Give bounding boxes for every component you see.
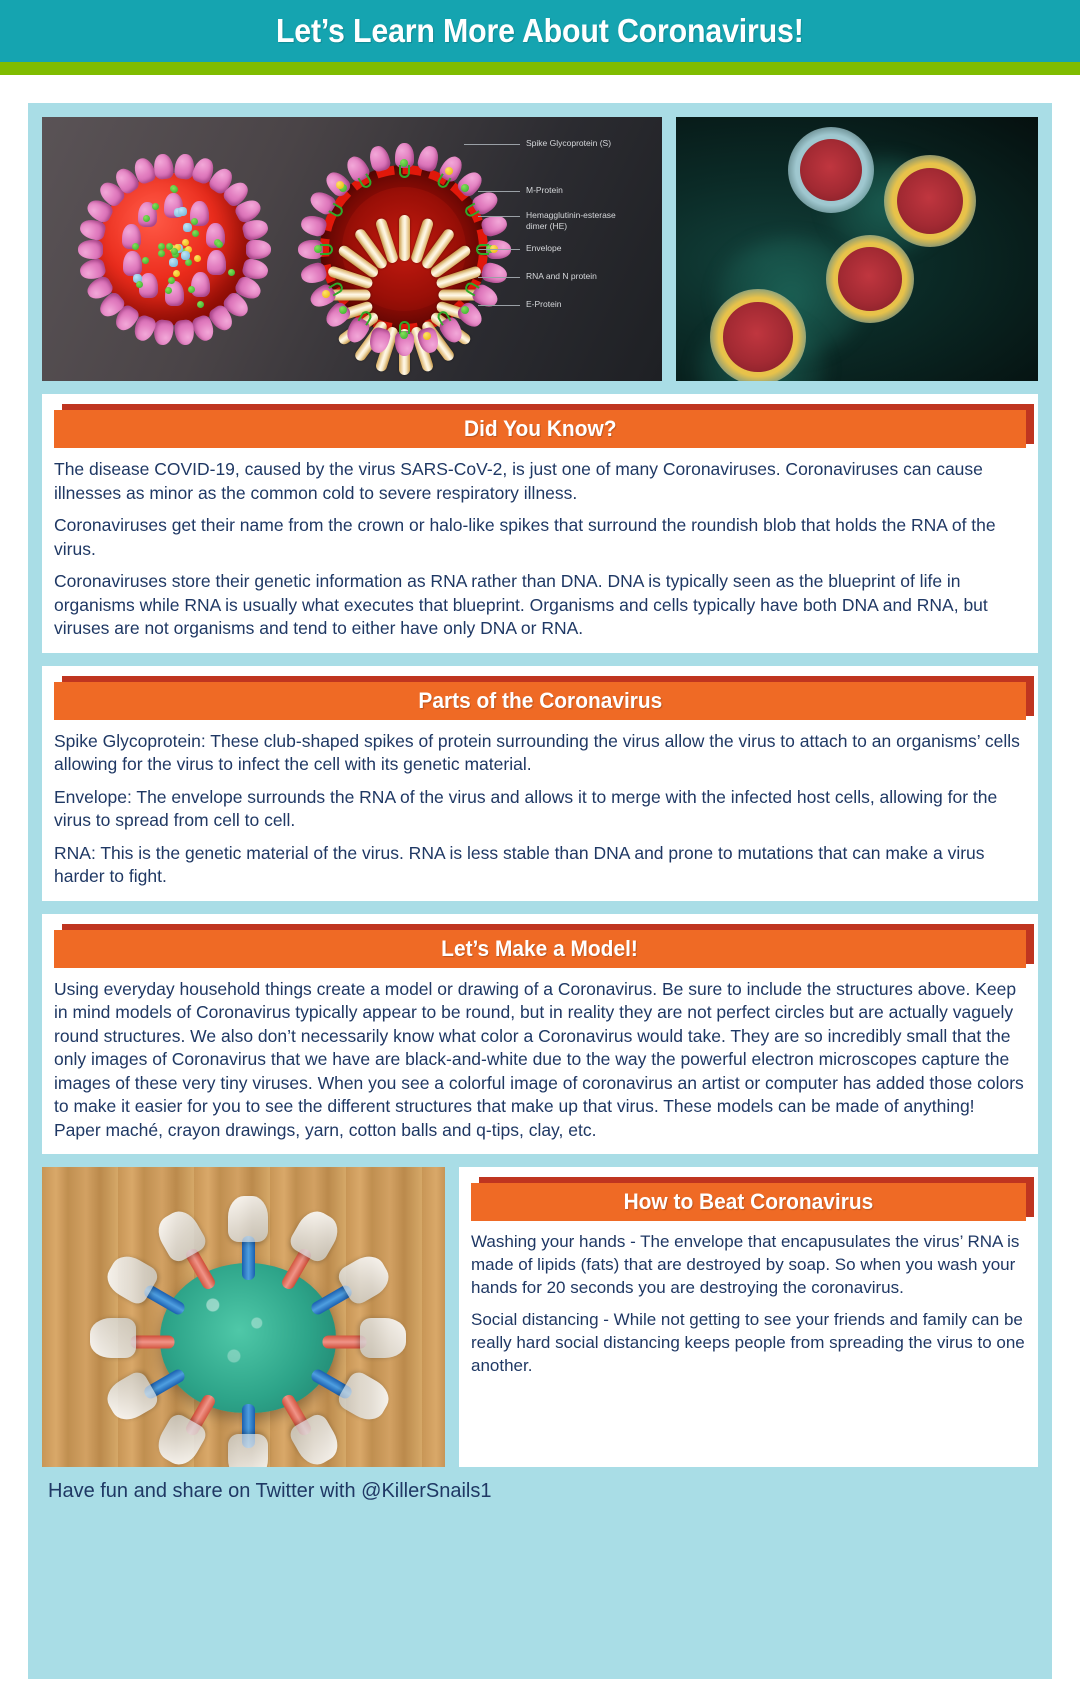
he-dimer-protein — [181, 251, 190, 260]
m-protein — [400, 159, 408, 167]
virus-particle — [826, 235, 914, 323]
label-e-protein: E-Protein — [526, 299, 562, 309]
model-virus-body — [160, 1263, 336, 1413]
section-banner-how-to-beat-coronavirus — [471, 1177, 1026, 1221]
spike-protein — [123, 251, 142, 276]
e-protein — [173, 270, 180, 277]
banner-fill — [54, 930, 1026, 968]
spike-protein — [191, 272, 210, 297]
paragraph: Using everyday household things create a model or drawing of a Coronavirus. Be sure to include the structures above. Keep in mind models of Coronavirus typically appear to be round, but in reality they are not perfect circles but are actually vaguely round structures. We also don’t necessarily know what color a Coronavirus would take. They are so incredibly small that the only images of Coronavirus that we have are black-and-white due to the way the powerful electron microscopes capture the images of these very tiny viruses. When you see a colorful image of coronavirus an artist or computer has added those colors to make it easier for you to see the different structures that make up that virus. These models can be made of anything! Paper maché, crayon drawings, yarn, cotton balls and q-tips, clay, etc. — [54, 978, 1024, 1140]
leader-line-he-dimer — [478, 216, 520, 217]
m-protein — [136, 281, 143, 288]
electron-micrograph-image — [676, 117, 1038, 381]
he-dimer-protein — [169, 258, 178, 267]
bottom-row — [42, 1167, 1038, 1467]
paragraph: RNA: This is the genetic material of the virus. RNA is less stable than DNA and prone to mutations that can make a virus harder to fight. — [54, 842, 985, 886]
m-protein — [158, 243, 165, 250]
e-protein — [445, 167, 453, 175]
virus-3d-render — [64, 139, 284, 359]
section-heading-lets-make-a-model: Let’s Make a Model! — [441, 935, 639, 961]
e-protein — [182, 239, 189, 246]
diy-model-photo — [42, 1167, 445, 1467]
virus-particle — [884, 155, 976, 247]
e-protein — [194, 255, 201, 262]
spike-protein — [153, 153, 175, 180]
model-spike-bag — [335, 1369, 395, 1427]
m-protein — [400, 331, 408, 339]
virus-particle — [710, 289, 806, 381]
section-card-lets-make-a-model — [42, 914, 1038, 1155]
paragraph: Social distancing - While not getting to see your friends and family can be really hard social distancing keeps people from spreading the virus to one another. — [471, 1310, 1025, 1375]
m-protein — [132, 243, 139, 250]
m-protein — [192, 230, 199, 237]
he-dimer-protein — [183, 223, 192, 232]
label-he-dimer: dimer (HE) — [526, 221, 568, 231]
rna-strand — [399, 215, 410, 261]
model-spike-bag — [228, 1434, 268, 1467]
m-protein — [171, 186, 178, 193]
spike-protein — [173, 319, 195, 346]
section-heading-how-to-beat-coronavirus: How to Beat Coronavirus — [623, 1189, 874, 1214]
paragraph: Coronaviruses store their genetic information as RNA rather than DNA. DNA is typically seen as the blueprint of life in organisms while RNA is usually what executes that blueprint. Organisms and cells typically have both DNA and RNA, but viruses are not organisms and tend to either have only DNA or RNA. — [54, 571, 988, 638]
paragraph: Coronaviruses get their name from the crown or halo-like spikes that surround the roundish blob that holds the RNA of the virus. — [54, 515, 996, 559]
m-protein — [461, 306, 469, 314]
m-protein — [143, 215, 150, 222]
m-protein — [165, 287, 172, 294]
spike-protein — [207, 250, 226, 275]
banner-fill — [54, 410, 1026, 448]
model-spike-bag — [228, 1196, 268, 1242]
spike-protein — [78, 240, 103, 259]
section-card-parts-of-the-coronavirus — [42, 666, 1038, 901]
figure-row — [42, 117, 1038, 381]
label-rna-and-n-protein: RNA and N protein — [526, 271, 597, 281]
label-spike-glycoprotein: Spike Glycoprotein (S) — [526, 138, 612, 148]
model-spike-bag — [360, 1318, 406, 1358]
section-banner-lets-make-a-model — [54, 924, 1026, 968]
paragraph: Washing your hands - The envelope that encapusulates the virus’ RNA is made of lipids (fats) that are destroyed by soap. So when you wash your hands for 20 seconds you are destroying the coronavirus. — [471, 1232, 1020, 1297]
spike-protein — [480, 261, 509, 286]
e-protein — [322, 290, 330, 298]
m-protein — [197, 301, 204, 308]
m-protein — [191, 218, 198, 225]
m-protein — [142, 257, 149, 264]
label-envelope: Envelope — [526, 243, 562, 253]
poster-body — [28, 103, 1052, 1679]
spike-protein — [299, 213, 328, 238]
label-m-protein: M-Protein — [526, 185, 563, 195]
m-protein — [461, 184, 469, 192]
label-hemagglutinin-esterase: Hemagglutinin-esterase — [526, 210, 616, 220]
banner-fill — [54, 682, 1026, 720]
model-spike-straw — [130, 1336, 174, 1349]
spike-protein — [416, 144, 441, 173]
footer-share-text: Have fun and share on Twitter with @KillerSnails1 — [48, 1480, 492, 1502]
header-spacer — [0, 75, 1080, 103]
leader-line-m-protein — [478, 191, 520, 192]
section-heading-parts-of-the-coronavirus: Parts of the Coronavirus — [418, 687, 662, 713]
model-spike-bag — [101, 1369, 161, 1427]
model-spike-straw — [242, 1236, 255, 1280]
m-protein — [185, 259, 192, 266]
section-banner-parts-of-the-coronavirus — [54, 676, 1026, 720]
virus-particle — [788, 127, 874, 213]
spike-protein — [246, 240, 271, 259]
m-protein — [339, 306, 347, 314]
section-card-how-to-beat-coronavirus — [459, 1167, 1038, 1467]
paragraph: The disease COVID-19, caused by the virus SARS-CoV-2, is just one of many Coronaviruses. Coronaviruses can cause illnesses as minor as the common cold to severe respiratory illness. — [54, 459, 983, 503]
leader-line-spike — [464, 144, 520, 145]
leader-line-rna-n-protein — [478, 277, 520, 278]
spike-protein — [299, 261, 328, 286]
m-protein — [168, 277, 175, 284]
page-header-bar — [0, 0, 1080, 62]
page-title: Let’s Learn More About Coronavirus! — [276, 12, 804, 49]
section-heading-did-you-know: Did You Know? — [463, 416, 617, 441]
leader-line-envelope — [478, 249, 520, 250]
banner-fill — [471, 1183, 1026, 1221]
model-spike-bag — [90, 1318, 136, 1358]
paragraph: Envelope: The envelope surrounds the RNA of the virus and allows it to merge with the infected host cells, allowing for the virus to spread from cell to cell. — [54, 786, 998, 830]
he-dimer-protein — [178, 207, 187, 216]
paragraph: Spike Glycoprotein: These club-shaped spikes of protein surrounding the virus allow the virus to attach to an organisms’ cells allowing for the virus to infect the cell with its genetic material. — [54, 730, 1020, 774]
leader-line-e-protein — [478, 305, 520, 306]
header-green-stripe — [0, 62, 1080, 75]
spike-protein — [153, 319, 175, 346]
m-protein — [314, 245, 322, 253]
section-banner-did-you-know — [54, 404, 1026, 448]
section-card-did-you-know — [42, 394, 1038, 653]
coronavirus-diagram-image — [42, 117, 662, 381]
